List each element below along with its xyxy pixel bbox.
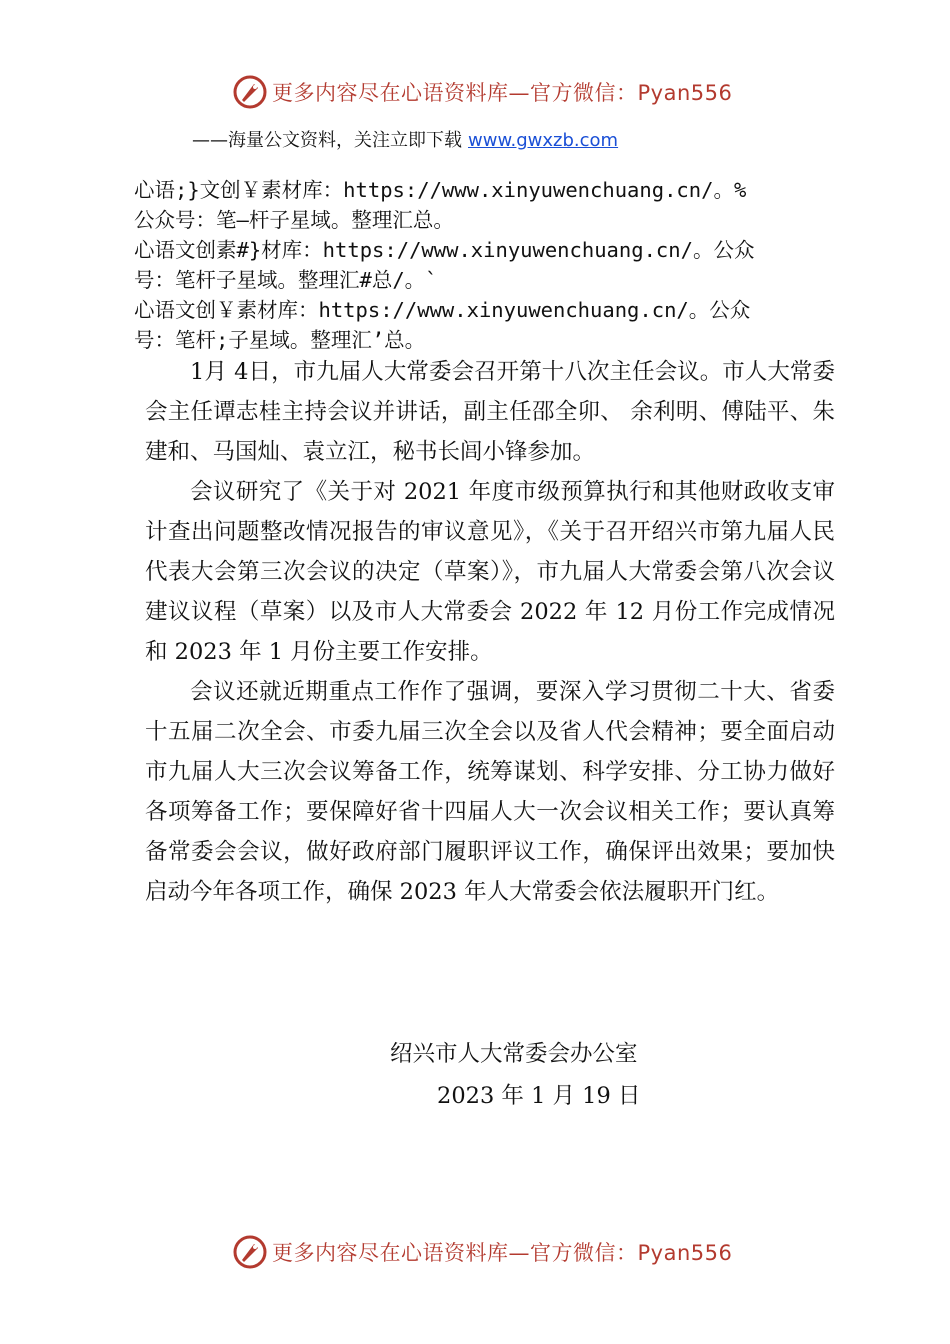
header-banner-text: 更多内容尽在心语资料库—官方微信：Pyan556 (272, 81, 733, 105)
body-paragraph: 会议还就近期重点工作作了强调，要深入学习贯彻二十大、省委十五届二次全会、市委九届三次全会以及省人代会精神；要全面启动市九届人大三次会议筹备工作，统筹谋划、科学安排、分工协力做好各项筹备工作；要保障好省十四届人大一次会议相关工作；要认真筹备常委会会议，做好政府部门履职评议工作，确保评出效果；要加快启动今年各项工作，确保 2023 年人大常委会依法履职开门红。 (145, 679, 835, 905)
header-banner (232, 72, 732, 112)
document-date: 2023 年 1 月 19 日 (437, 1083, 641, 1109)
signature-office: 绍兴市人大常委会办公室 (390, 1041, 638, 1067)
subline-prefix: ——海量公文资料，关注立即下载 (192, 130, 462, 151)
watermark-line: 公众号：笔—杆子星域。整理汇总。 (134, 208, 454, 232)
pen-nib-logo-icon (232, 1234, 268, 1270)
document-body (145, 352, 835, 912)
pen-nib-logo-icon (232, 74, 268, 110)
watermark-line: 号：笔杆子星域。整理汇#总/。` (134, 268, 438, 292)
watermark-line: 心语文创￥素材库：https://www.xinyuwenchuang.cn/。公众 (134, 298, 751, 322)
header-subline (192, 126, 618, 152)
website-link[interactable]: www.gwxzb.com (468, 130, 619, 151)
watermark-line: 心语;}文创￥素材库：https://www.xinyuwenchuang.cn/。% (134, 178, 747, 202)
footer-banner (232, 1232, 732, 1272)
footer-banner-text: 更多内容尽在心语资料库—官方微信：Pyan556 (272, 1241, 733, 1265)
watermark-line: 号：笔杆;子星域。整理汇’总。 (134, 328, 426, 352)
watermark-block (134, 175, 834, 355)
body-paragraph: 1月 4日，市九届人大常委会召开第十八次主任会议。市人大常委会主任谭志桂主持会议并讲话，副主任邵全卯、 余利明、傅陆平、朱建和、马国灿、袁立江，秘书长闾小锋参加。 (145, 359, 835, 465)
body-paragraph: 会议研究了《关于对 2021 年度市级预算执行和其他财政收支审计查出问题整改情况报告的审议意见》，《关于召开绍兴市第九届人民代表大会第三次会议的决定（草案）》，市九届人大常委会第八次会议建议议程（草案）以及市人大常委会 2022 年 12 月份工作完成情况和 2023 年 1 月份主要工作安排。 (145, 479, 835, 665)
watermark-line: 心语文创素#}材库：https://www.xinyuwenchuang.cn/。公众 (134, 238, 755, 262)
